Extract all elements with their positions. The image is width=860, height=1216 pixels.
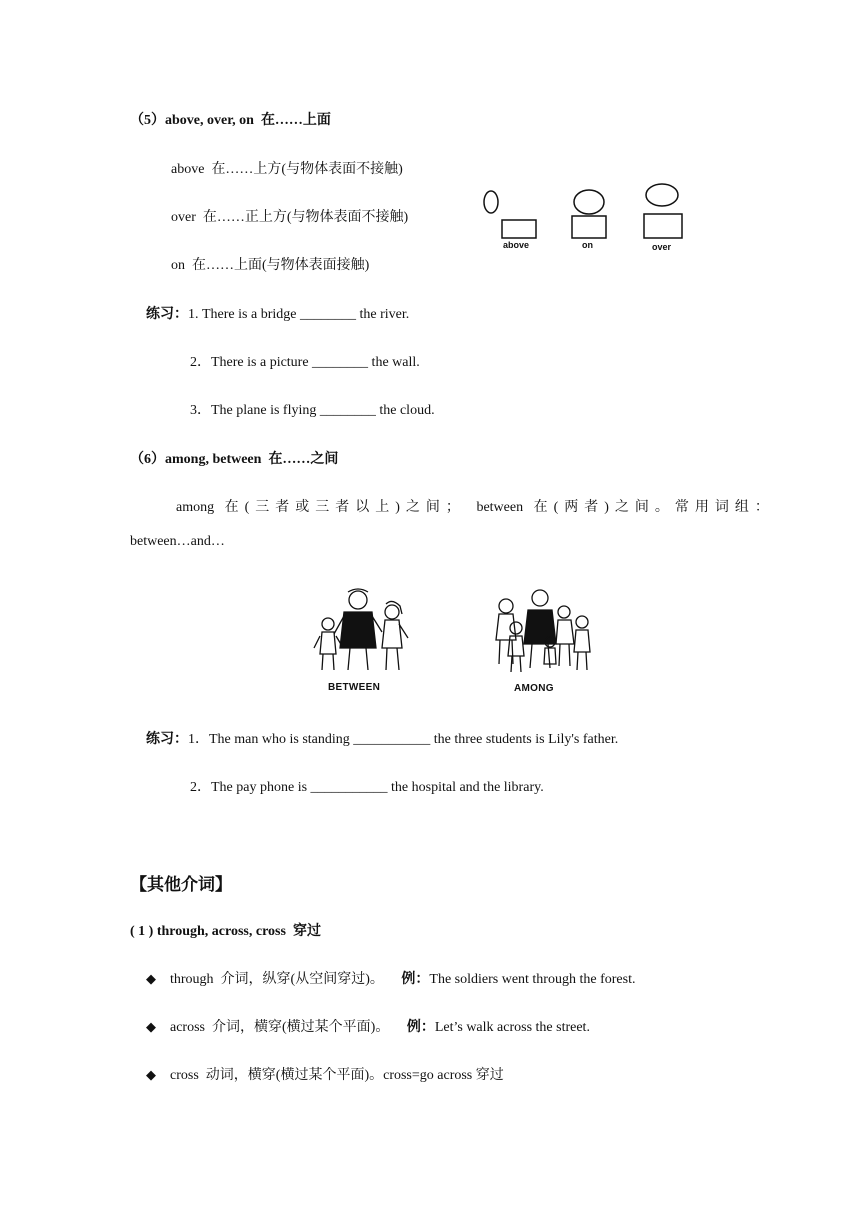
heading-words: through, across, cross	[156, 924, 286, 939]
practice-label: 练习：	[146, 307, 188, 322]
practice-sentence: 1. There is a bridge ________ the river.	[188, 307, 410, 322]
item-desc: 介词，横穿(横过某个平面)。	[212, 1020, 390, 1035]
section-6-heading	[130, 451, 338, 469]
heading-number: （5）	[130, 113, 165, 128]
example-label: 例：	[401, 972, 430, 987]
def-zh: 在……上方(与物体表面不接触)	[211, 162, 403, 177]
example-text: The soldiers went through the forest.	[429, 972, 636, 987]
label-over: over	[652, 242, 672, 252]
def-word: above	[171, 162, 205, 177]
label-above: above	[503, 240, 530, 250]
practice-6-line-2: 2．The pay phone is ___________ the hospital and the library.	[190, 780, 544, 795]
example-text: Let’s walk across the street.	[434, 1020, 590, 1035]
item-desc: 动词，横穿(横过某个平面)。cross=go across 穿过	[205, 1068, 504, 1083]
between-zh: 在(两者)之间。常用词组：	[533, 500, 775, 515]
def-word: over	[171, 210, 196, 225]
heading-words: among, between	[165, 452, 262, 467]
def-on	[171, 257, 369, 275]
among-zh: 在(三者或三者以上)之间；	[224, 500, 466, 515]
bullet-item-across	[146, 1019, 590, 1037]
among-between-line	[176, 499, 775, 517]
position-figure	[478, 182, 698, 254]
item-word: cross	[170, 1068, 199, 1083]
heading-words: above, over, on	[165, 113, 254, 128]
bullet-item-cross	[146, 1067, 504, 1085]
between-people-drawing	[308, 584, 418, 680]
practice-5-line-2: 2．There is a picture ________ the wall.	[190, 355, 420, 370]
diamond-bullet-icon: ◆	[146, 972, 156, 987]
between-caption: BETWEEN	[328, 682, 381, 693]
diamond-bullet-icon: ◆	[146, 1068, 156, 1083]
def-over	[171, 209, 408, 227]
on-shapes	[572, 190, 606, 238]
def-above	[171, 161, 403, 179]
practice-5-line-3: 3．The plane is flying ________ the cloud.	[190, 403, 435, 418]
heading-zh: 在……之间	[268, 452, 339, 467]
bullet-item-through	[146, 971, 635, 989]
among-illustration	[486, 584, 596, 696]
practice-sentence: 1．The man who is standing ___________ the three students is Lily's father.	[188, 732, 619, 747]
above-shapes	[484, 191, 536, 238]
practice-label: 练习：	[146, 732, 188, 747]
phrase-line: between…and…	[130, 534, 225, 549]
over-shapes	[644, 184, 682, 238]
practice-6-line-1	[146, 731, 618, 749]
item-desc: 介词，纵穿(从空间穿过)。	[220, 972, 384, 987]
among-caption: AMONG	[514, 683, 554, 694]
item-word: through	[170, 972, 214, 987]
between-illustration	[308, 584, 418, 696]
heading-zh: 在……上面	[260, 113, 331, 128]
between-word: between	[476, 500, 524, 515]
section-5-heading	[130, 112, 331, 130]
def-zh: 在……正上方(与物体表面不接触)	[202, 210, 409, 225]
other-prepositions-title: 【其他介词】	[130, 875, 232, 894]
among-people-drawing	[486, 584, 596, 680]
example-label: 例：	[406, 1020, 435, 1035]
heading-zh: 穿过	[292, 924, 321, 939]
other-sub-heading	[130, 923, 321, 941]
heading-number: （6）	[130, 452, 165, 467]
among-word: among	[176, 500, 215, 515]
label-on: on	[582, 240, 593, 250]
heading-number: ( 1 )	[130, 924, 154, 939]
item-word: across	[170, 1020, 205, 1035]
def-zh: 在……上面(与物体表面接触)	[192, 258, 370, 273]
def-word: on	[171, 258, 185, 273]
practice-5-line-1	[146, 306, 409, 324]
diamond-bullet-icon: ◆	[146, 1020, 156, 1035]
